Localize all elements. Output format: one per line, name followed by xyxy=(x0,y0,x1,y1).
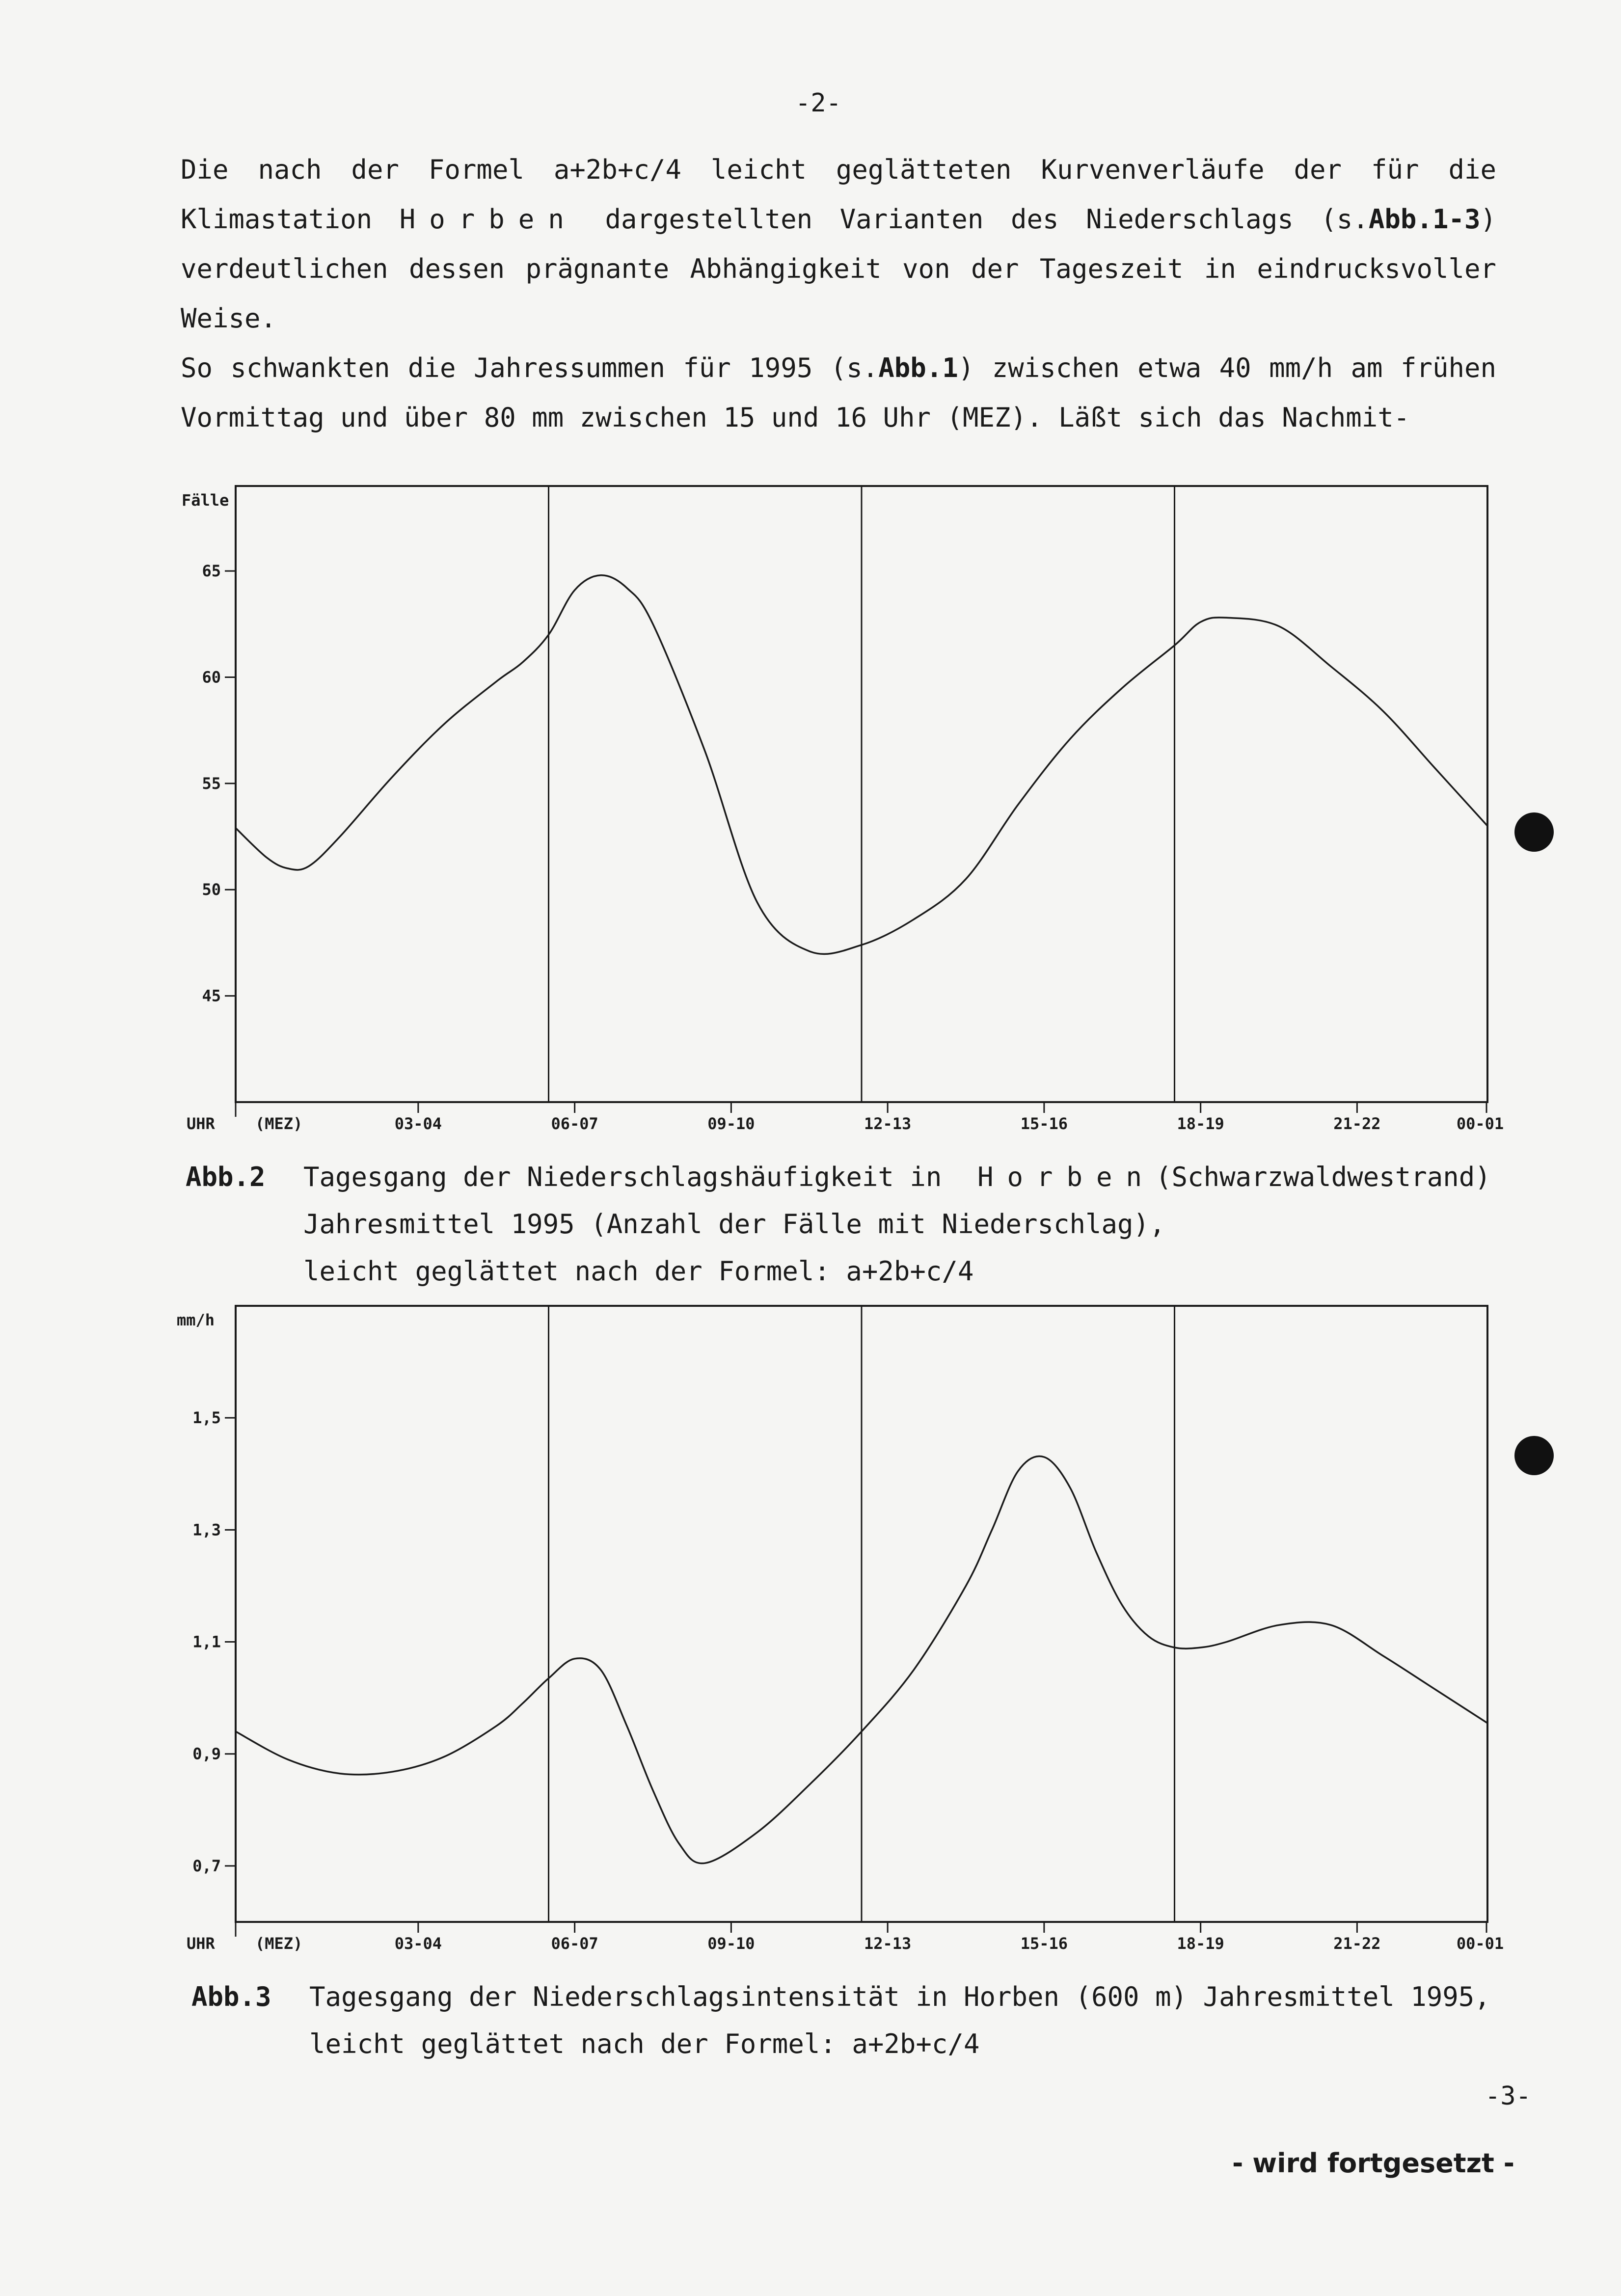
x-tick-label: 15-16 xyxy=(1020,1114,1068,1133)
y-axis-title-text: mm/h xyxy=(177,1311,215,1329)
y-tick-label: 50 xyxy=(202,880,221,899)
x-tick-label: 00-01 xyxy=(1456,1114,1504,1133)
y-axis-title xyxy=(182,491,229,510)
x-axis-unit-label: (MEZ) xyxy=(255,1114,303,1133)
intro-paragraph-2: So schwankten die Jahressummen für 1995 (s.Abb.1) zwischen etwa 40 mm/h am frühen Vormittag und über 80 mm zwischen 15 und 16 Uhr (MEZ). Läßt sich das Nachmit- xyxy=(181,352,1497,433)
caption-line-2: leicht geglättet nach der Formel: a+2b+c/4 xyxy=(309,2028,980,2059)
x-tick-label: 15-16 xyxy=(1020,1934,1068,1953)
chart-frequency-svg xyxy=(177,476,1502,1134)
caption-label: Abb.2 xyxy=(186,1162,266,1192)
x-tick-label: 03-04 xyxy=(394,1934,442,1953)
y-tick-label: 55 xyxy=(202,774,221,793)
x-tick-label: 09-10 xyxy=(707,1934,755,1953)
x-tick-label: 21-22 xyxy=(1333,1934,1381,1953)
station-name: Horben xyxy=(977,1162,1156,1192)
station-name: Horben xyxy=(399,204,578,235)
next-page-number: -3- xyxy=(1485,2081,1531,2111)
caption-line-1: Tagesgang der Niederschlagshäufigkeit in Horben(Schwarzwaldwestrand) xyxy=(303,1162,1491,1192)
y-tick-label: 65 xyxy=(202,562,221,581)
x-tick-label: 00-01 xyxy=(1456,1934,1504,1953)
caption-line-2: Jahresmittel 1995 (Anzahl der Fälle mit Niederschlag), xyxy=(303,1209,1165,1240)
x-tick-label: 18-19 xyxy=(1177,1934,1224,1953)
punch-hole xyxy=(1514,1436,1554,1475)
chart-intensity-svg xyxy=(177,1296,1502,1954)
x-tick-label: 12-13 xyxy=(864,1934,912,1953)
figure-reference: Abb.1-3 xyxy=(1368,204,1481,235)
caption-line-3: leicht geglättet nach der Formel: a+2b+c/4 xyxy=(303,1256,974,1287)
x-axis-origin-label: UHR xyxy=(187,1934,215,1953)
x-tick-label: 12-13 xyxy=(864,1114,912,1133)
x-tick-label: 06-07 xyxy=(551,1934,598,1953)
x-tick-label: 09-10 xyxy=(707,1114,755,1133)
intro-text xyxy=(181,145,1496,442)
punch-hole xyxy=(1514,812,1554,852)
caption-line-1: Tagesgang der Niederschlagsintensität in Horben (600 m) Jahresmittel 1995, xyxy=(309,1981,1490,2012)
chart-frequency xyxy=(177,476,1502,1134)
intro-paragraph-1: Die nach der Formel a+2b+c/4 leicht geglätteten Kurvenverläufe der für die Klimastation Horben dargestellten Varianten des Niederschlags (s.Abb.1-3) verdeutlichen dessen prägnante Abhängigkeit von der Tageszeit in eindrucksvoller Weise. xyxy=(181,154,1496,334)
caption-label: Abb.3 xyxy=(191,1981,271,2012)
page-number: -2- xyxy=(795,88,841,118)
x-tick-label: 21-22 xyxy=(1333,1114,1381,1133)
y-tick-label: 1,5 xyxy=(192,1408,221,1428)
y-axis-title xyxy=(177,1311,215,1329)
y-axis-title-text: Fälle xyxy=(182,491,229,510)
y-tick-label: 60 xyxy=(202,668,221,687)
y-tick-label: 1,3 xyxy=(192,1520,221,1540)
x-tick-label: 06-07 xyxy=(551,1114,598,1133)
continued-note: - wird fortgesetzt - xyxy=(1232,2148,1515,2179)
y-tick-label: 0,9 xyxy=(192,1744,221,1763)
x-axis-origin-label: UHR xyxy=(187,1114,215,1133)
y-tick-label: 1,1 xyxy=(192,1632,221,1651)
y-tick-label: 0,7 xyxy=(192,1856,221,1875)
chart-intensity xyxy=(177,1296,1502,1954)
x-tick-label: 03-04 xyxy=(394,1114,442,1133)
figure-reference: Abb.1 xyxy=(878,352,958,383)
x-tick-label: 18-19 xyxy=(1177,1114,1224,1133)
x-axis-unit-label: (MEZ) xyxy=(255,1934,303,1953)
y-tick-label: 45 xyxy=(202,986,221,1005)
